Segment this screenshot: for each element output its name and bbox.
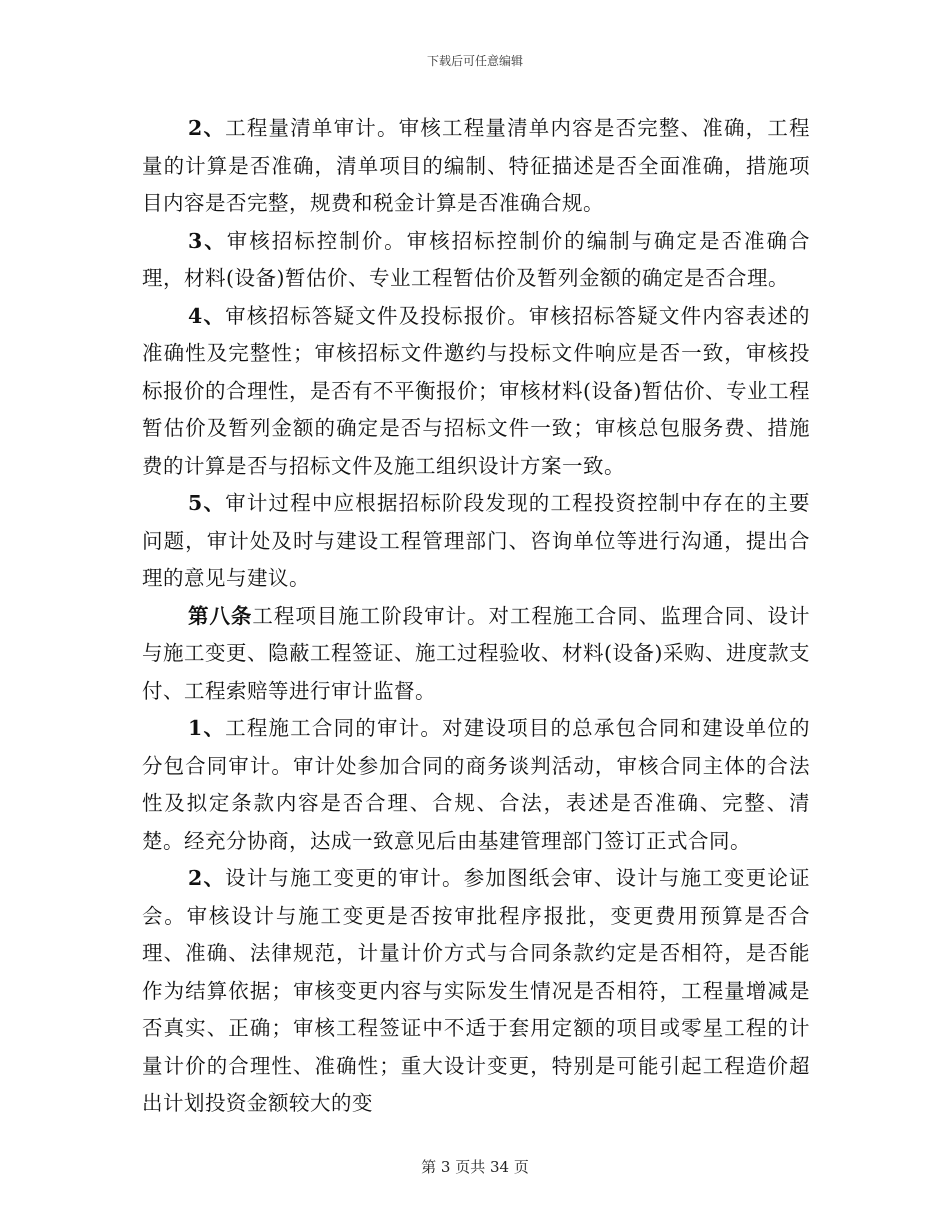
paragraph-item-2-design-change [142,860,810,1123]
page-header: 下载后可任意编辑 [426,54,523,68]
paragraph-text: 设计与施工变更的审计。参加图纸会审、设计与施工变更论证会。审核设计与施工变更是否按审批程序报批，变更费用预算是否合理、准确、法律规范，计量计价方式与合同条款约定是否相符，是否能作为结算依据；审核变更内容与实际发生情况是否相符，工程量增减是否真实、正确；审核工程签证中不适于套用定额的项目或零星工程的计量计价的合理性、准确性；重大设计变更，特别是可能引起工程造价超出计划投资金额较大的变 [142,866,810,1115]
article-8-construction-stage-audit [142,598,810,711]
paragraph-item-4-bid-quotation [142,298,810,486]
paragraph-text: 审核招标控制价。审核招标控制价的编制与确定是否准确合理，材料(设备)暂估价、专业工程暂估价及暂列金额的确定是否合理。 [142,228,811,290]
item-number: 2、 [188,866,226,890]
paragraph-text: 审计过程中应根据招标阶段发现的工程投资控制中存在的主要问题，审计处及时与建设工程管理部门、咨询单位等进行沟通，提出合理的意见与建议。 [142,491,810,590]
article-number: 第八条 [188,603,253,628]
document-body [142,110,810,1123]
item-number: 4、 [188,303,226,328]
paragraph-text: 审核招标答疑文件及投标报价。审核招标答疑文件内容表述的准确性及完整性；审核招标文件邀约与投标文件响应是否一致，审核投标报价的合理性，是否有不平衡报价；审核材料(设备)暂估价、专业工程暂估价及暂列金额的确定是否与招标文件一致；审核总包服务费、措施费的计算是否与招标文件及施工组织设计方案一致。 [142,303,810,478]
paragraph-item-5-audit-process [142,485,810,598]
paragraph-item-2-bill-of-quantities [142,110,810,223]
paragraph-item-1-construction-contract [142,710,810,860]
item-number: 3、 [188,228,227,253]
paragraph-text: 工程项目施工阶段审计。对工程施工合同、监理合同、设计与施工变更、隐蔽工程签证、施工过程验收、材料(设备)采购、进度款支付、工程索赔等进行审计监督。 [142,603,811,703]
paragraph-item-3-tender-control-price [142,223,810,298]
page-footer: 第 3 页共 34 页 [421,1158,529,1176]
item-number: 2、 [188,116,226,140]
item-number: 1、 [188,716,226,740]
paragraph-text: 工程量清单审计。审核工程量清单内容是否完整、准确，工程量的计算是否准确，清单项目的编制、特征描述是否全面准确，措施项目内容是否完整，规费和税金计算是否准确合规。 [142,116,810,215]
paragraph-text: 工程施工合同的审计。对建设项目的总承包合同和建设单位的分包合同审计。审计处参加合同的商务谈判活动，审核合同主体的合法性及拟定条款内容是否合理、合规、合法，表述是否准确、完整、清楚。经充分协商，达成一致意见后由基建管理部门签订正式合同。 [142,716,810,853]
item-number: 5、 [188,491,226,515]
